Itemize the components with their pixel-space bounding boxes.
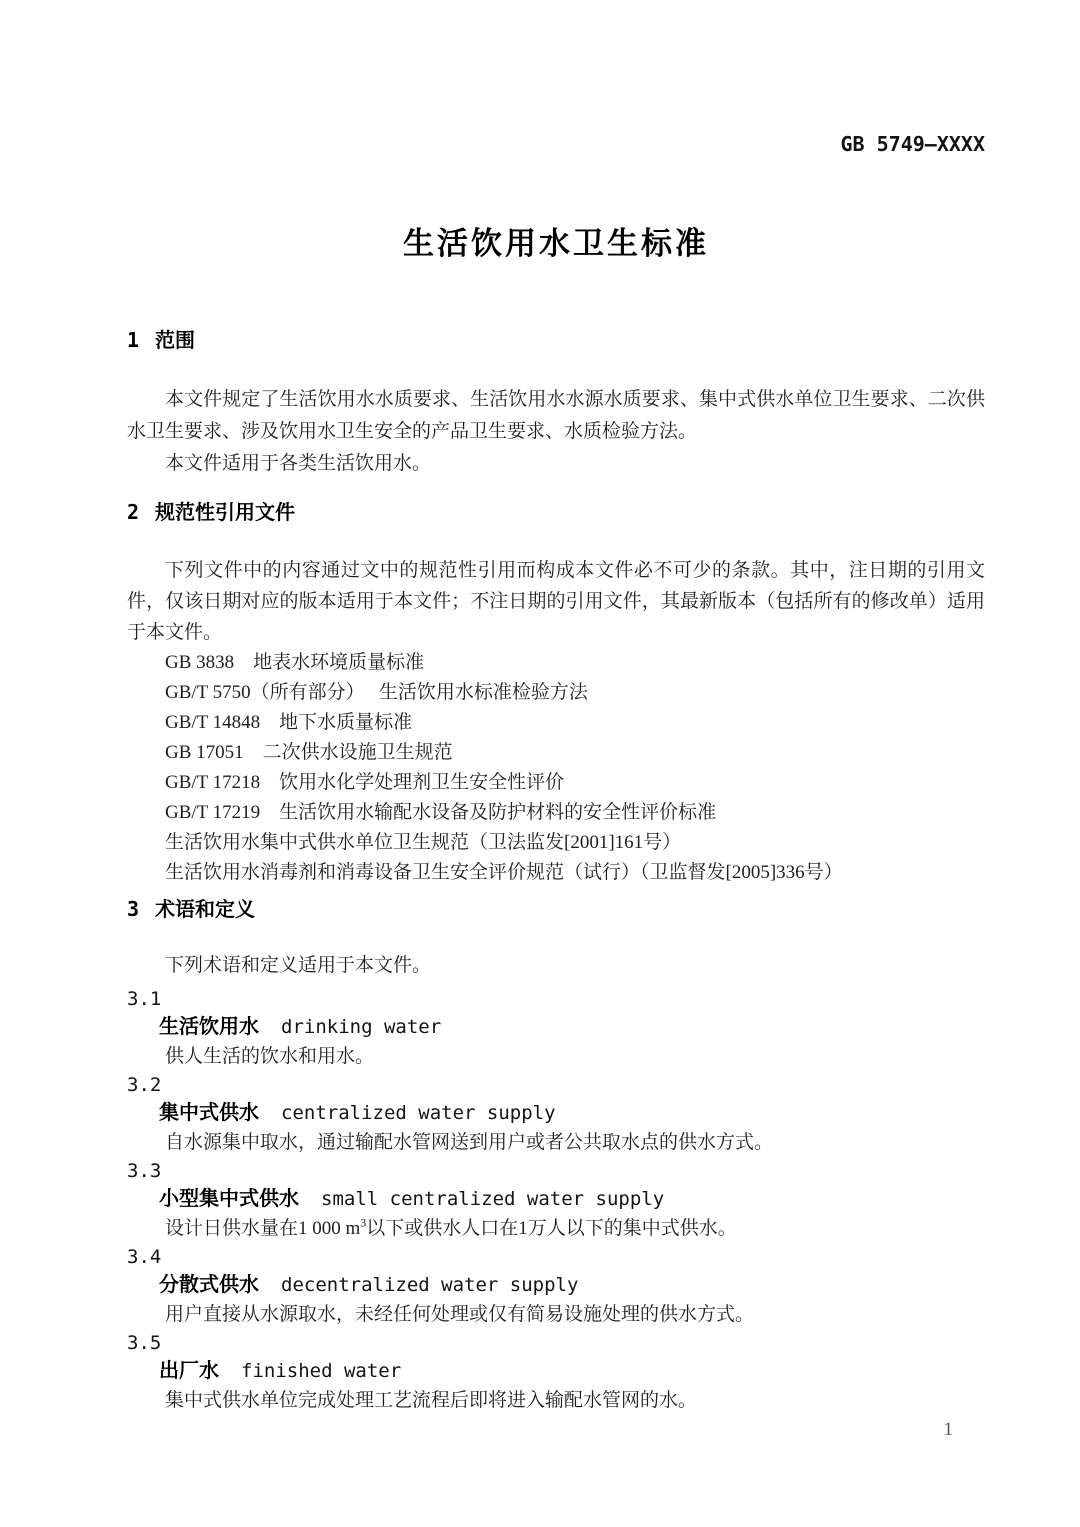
- reference-item: GB/T 17219 生活饮用水输配水设备及防护材料的安全性评价标准: [165, 802, 717, 823]
- term-definition: 用户直接从水源取水，未经任何处理或仅有简易设施处理的供水方式。: [165, 1304, 755, 1325]
- document-title: 生活饮用水卫生标准: [403, 226, 709, 261]
- section-2-number: 2: [127, 500, 140, 524]
- section-1-heading: [127, 329, 985, 353]
- term-number: 3.2: [127, 1074, 162, 1096]
- term-3-1: [127, 985, 985, 1071]
- section-3-title: 术语和定义: [155, 899, 256, 921]
- term-chinese: 生活饮用水: [159, 1016, 259, 1038]
- cubic-meter-superscript: 3: [360, 1215, 367, 1230]
- term-definition: 自水源集中取水，通过输配水管网送到用户或者公共取水点的供水方式。: [165, 1132, 774, 1153]
- term-title-line: [127, 1099, 985, 1129]
- term-definition-text: 设计日供水量在1 000 m: [165, 1218, 361, 1239]
- term-number: 3.3: [127, 1160, 162, 1182]
- term-chinese: 出厂水: [159, 1360, 219, 1382]
- term-chinese: 集中式供水: [159, 1102, 259, 1124]
- section-3-number: 3: [127, 897, 140, 921]
- term-title-line: [127, 1357, 985, 1387]
- section-1-number: 1: [127, 328, 140, 352]
- reference-item: GB/T 5750（所有部分） 生活饮用水标准检验方法: [165, 682, 588, 703]
- term-english: decentralized water supply: [281, 1274, 579, 1296]
- section-3-heading: [127, 898, 985, 922]
- term-3-2: [127, 1071, 985, 1157]
- term-chinese: 小型集中式供水: [159, 1188, 299, 1210]
- section-2-heading: [127, 501, 985, 525]
- reference-item: 生活饮用水消毒剂和消毒设备卫生安全评价规范（试行）（卫监督发[2005]336号）: [165, 862, 843, 883]
- term-english: finished water: [241, 1360, 402, 1382]
- term-title-line: [127, 1271, 985, 1301]
- terms-intro-paragraph: 下列术语和定义适用于本文件。: [165, 955, 432, 976]
- term-number: 3.1: [127, 988, 162, 1010]
- scope-paragraph-2: 本文件适用于各类生活饮用水。: [165, 453, 432, 474]
- term-number: 3.4: [127, 1246, 162, 1268]
- section-1-title: 范围: [155, 330, 196, 352]
- term-definition: 供人生活的饮水和用水。: [165, 1046, 375, 1067]
- reference-item: GB 3838 地表水环境质量标准: [165, 652, 425, 673]
- term-chinese: 分散式供水: [159, 1274, 259, 1296]
- page-number: 1: [943, 1419, 953, 1440]
- term-definition: [127, 1215, 985, 1243]
- term-number: 3.5: [127, 1332, 162, 1354]
- term-english: drinking water: [281, 1016, 442, 1038]
- term-3-4: [127, 1243, 985, 1329]
- section-2-title: 规范性引用文件: [155, 502, 296, 524]
- reference-item: GB 17051 二次供水设施卫生规范: [165, 742, 453, 763]
- term-english: small centralized water supply: [321, 1188, 665, 1210]
- normative-references-paragraph: 下列文件中的内容通过文中的规范性引用而构成本文件必不可少的条款。其中，注日期的引用文件，仅该日期对应的版本适用于本文件；不注日期的引用文件，其最新版本（包括所有的修改单）适用于本文件。: [127, 560, 985, 643]
- term-3-3: [127, 1157, 985, 1243]
- reference-list: [127, 648, 985, 888]
- term-definition-text: 以下或供水人口在1万人以下的集中式供水。: [366, 1218, 737, 1239]
- term-title-line: [127, 1013, 985, 1043]
- reference-item: 生活饮用水集中式供水单位卫生规范（卫法监发[2001]161号）: [165, 832, 682, 853]
- standard-code: GB 5749—XXXX: [840, 132, 985, 156]
- term-title-line: [127, 1185, 985, 1215]
- term-english: centralized water supply: [281, 1102, 556, 1124]
- terms-list: [127, 985, 985, 1415]
- scope-paragraph-1: 本文件规定了生活饮用水水质要求、生活饮用水水源水质要求、集中式供水单位卫生要求、二次供水卫生要求、涉及饮用水卫生安全的产品卫生要求、水质检验方法。: [127, 389, 985, 442]
- term-3-5: [127, 1329, 985, 1415]
- term-definition: 集中式供水单位完成处理工艺流程后即将进入输配水管网的水。: [165, 1390, 698, 1411]
- reference-item: GB/T 17218 饮用水化学处理剂卫生安全性评价: [165, 772, 565, 793]
- reference-item: GB/T 14848 地下水质量标准: [165, 712, 413, 733]
